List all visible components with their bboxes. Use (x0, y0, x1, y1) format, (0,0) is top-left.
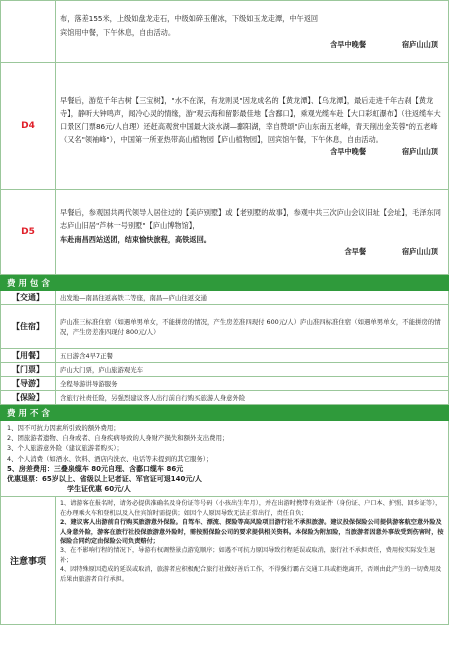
day-label: D4 (1, 63, 56, 190)
exclude-line: 2、团旅游者遗物、自身或者、自身疾病导致的人身财产损失和额外支出费用； (7, 434, 229, 443)
include-row-guide (1, 377, 449, 391)
note-line: 3、在不影响行程的情况下，导游有权调整景点游览顺序；如遇不可抗力原因导致行程延误或取消，旅行社不承担责任，费用按实际发生退补； (60, 547, 436, 564)
include-value: 全程导游讲导游服务 (56, 377, 449, 391)
excludes-header-row (1, 405, 449, 421)
notes-row (1, 497, 449, 625)
day-description (56, 190, 449, 275)
exclude-line: 1、因不可抗力因素所引致的额外费用； (7, 424, 120, 432)
include-row-transport (1, 291, 449, 305)
description-text: 早餐后，游览千年古树【三宝树】，"水不在深，有龙则灵"因龙成名的【黄龙潭】、【乌龙潭】，最后走进千年古刹【黄龙寺】，静听大钟鸣声，闻冷心灵的情缘，游"观云海和留影最佳地【含鄱口】，乘观光缆车赴【大口彩虹瀑布】（往返缆车大口景区门票86元/人自理）还赶高观赏中国最大淡水湖—鄱阳湖，幸自赞颂"庐山东南五老峰，青天削出金芙蓉"的五老峰（又名"领袖峰"），中国第一所亚热带高山植物园【庐山植物园】，回宾馆午餐，下午休息，自由活动。 (60, 95, 441, 145)
include-value: 庐山准三标准住宿（如遇单男单女，不能拼房的情况，产生房差准四现付 600元/人）庐山准四标准住宿（如遇单男单女，不能拼房的情况，产生房差准四现付 800元/人） (56, 305, 449, 349)
hotel-info: 宿庐山山顶 (402, 39, 438, 49)
exclude-line: 3、个人旅游意外险（建议旅游者购买）； (7, 444, 123, 453)
note-line: 1、请游客在报名时，请务必提供准确名及身份证等号码（小孩出生年月），并在出游时携带有效证件（身份证、户口本、护照、回乡证等），在办理乘火车和登机以及入住宾馆时需提供；如因个人原因导致无法正常出行，责任自负； (60, 500, 442, 517)
description-line-bold: 车赴南昌西站送团，结束愉快旅程，高铁返回。 (60, 234, 211, 244)
notes-label: 注意事项 (1, 497, 56, 625)
itinerary-row-d3-tail (1, 1, 449, 63)
itinerary-row-d5 (1, 190, 449, 275)
hotel-info: 宿庐山山顶 (402, 147, 438, 157)
exclude-line: 4、个人消费（如酒水、饮料、酒店内洗衣、电话等未提到的其它服务）； (7, 454, 213, 463)
include-label: 【门票】 (1, 363, 56, 377)
meal-info: 含早中晚餐 (330, 147, 367, 157)
notes-text (56, 497, 449, 625)
include-row-hotel (1, 305, 449, 349)
excludes-list-row (1, 421, 449, 497)
excludes-list (1, 421, 449, 497)
day-description (56, 63, 449, 190)
include-label: 【导游】 (1, 377, 56, 391)
meal-hotel-row (60, 39, 444, 51)
include-value: 出发地—南昌往返高铁二等座，南昌—庐山往返交通 (56, 291, 449, 305)
include-row-insurance (1, 391, 449, 405)
note-line: 4、因特殊原因造成的延误或取消，旅游者应积极配合旅行社做好善后工作，不得强行霸占交通工具或拒绝离开，否则由此产生的一切费用及后果由旅游者自行承担。 (60, 566, 442, 583)
include-row-meals (1, 349, 449, 363)
includes-title: 费 用 包 含 (1, 275, 449, 291)
day-description (56, 1, 449, 63)
include-value: 五日游含4早7正餐 (56, 349, 449, 363)
description-line: 宾馆用中餐，下午休息，自由活动。 (60, 27, 176, 37)
include-value: 庐山大门票，庐山旅游观光车 (56, 363, 449, 377)
discount-line: 优惠退票：65岁以上、省级以上记者证、军官证可退140元/人 (7, 475, 202, 484)
student-discount-line: 学生证优惠 60元/人 (67, 485, 131, 494)
itinerary-row-d4 (1, 63, 449, 190)
day-label: D5 (1, 190, 56, 275)
meal-hotel-row (60, 146, 444, 158)
description-line: 布，落差155米，上级如盘龙走石，中级如碎玉催冰，下级如玉龙走潭，中午返回 (60, 14, 319, 24)
include-label: 【交通】 (1, 291, 56, 305)
meal-info: 含早餐 (344, 246, 367, 256)
include-value: 含旅行社责任险，另强烈建议客人出行前自行购买旅游人身意外险 (56, 391, 449, 405)
note-line: 2、建议客人出游前自行购买旅游意外保险。自驾车、漂流、探险等高风险项目游行社不承担旅游。建议投保保险公司提供游客航空意外险及人身意外险，游客在旅行社投保旅游意外险时，需按照保险公司的要求提供相关资料。本保险为附加险，当旅游者因意外事故受到伤害时，按保险合同约定由保险公司负责赔付； (60, 519, 444, 546)
meal-info: 含早中晚餐 (330, 39, 367, 49)
meal-hotel-row (60, 246, 444, 258)
include-row-tickets (1, 363, 449, 377)
room-extra-line: 5、房差费用：三叠泉缆车 80元自理、含鄱口缆车 86元 (7, 464, 184, 473)
hotel-info: 宿庐山山顶 (402, 246, 438, 256)
include-label: 【用餐】 (1, 349, 56, 363)
excludes-title: 费 用 不 含 (1, 405, 449, 421)
day-label (1, 1, 56, 63)
include-label: 【保险】 (1, 391, 56, 405)
includes-header-row (1, 275, 449, 291)
description-text: 早餐后，参观国共两代领导人居住过的【美庐别墅】或【老别墅的故事】，参观中共三次庐山会议旧址【会址】，毛泽东同志庐山旧居"芦林一号别墅"【庐山博物馆】， (60, 208, 441, 231)
include-label: 【住宿】 (1, 305, 56, 349)
